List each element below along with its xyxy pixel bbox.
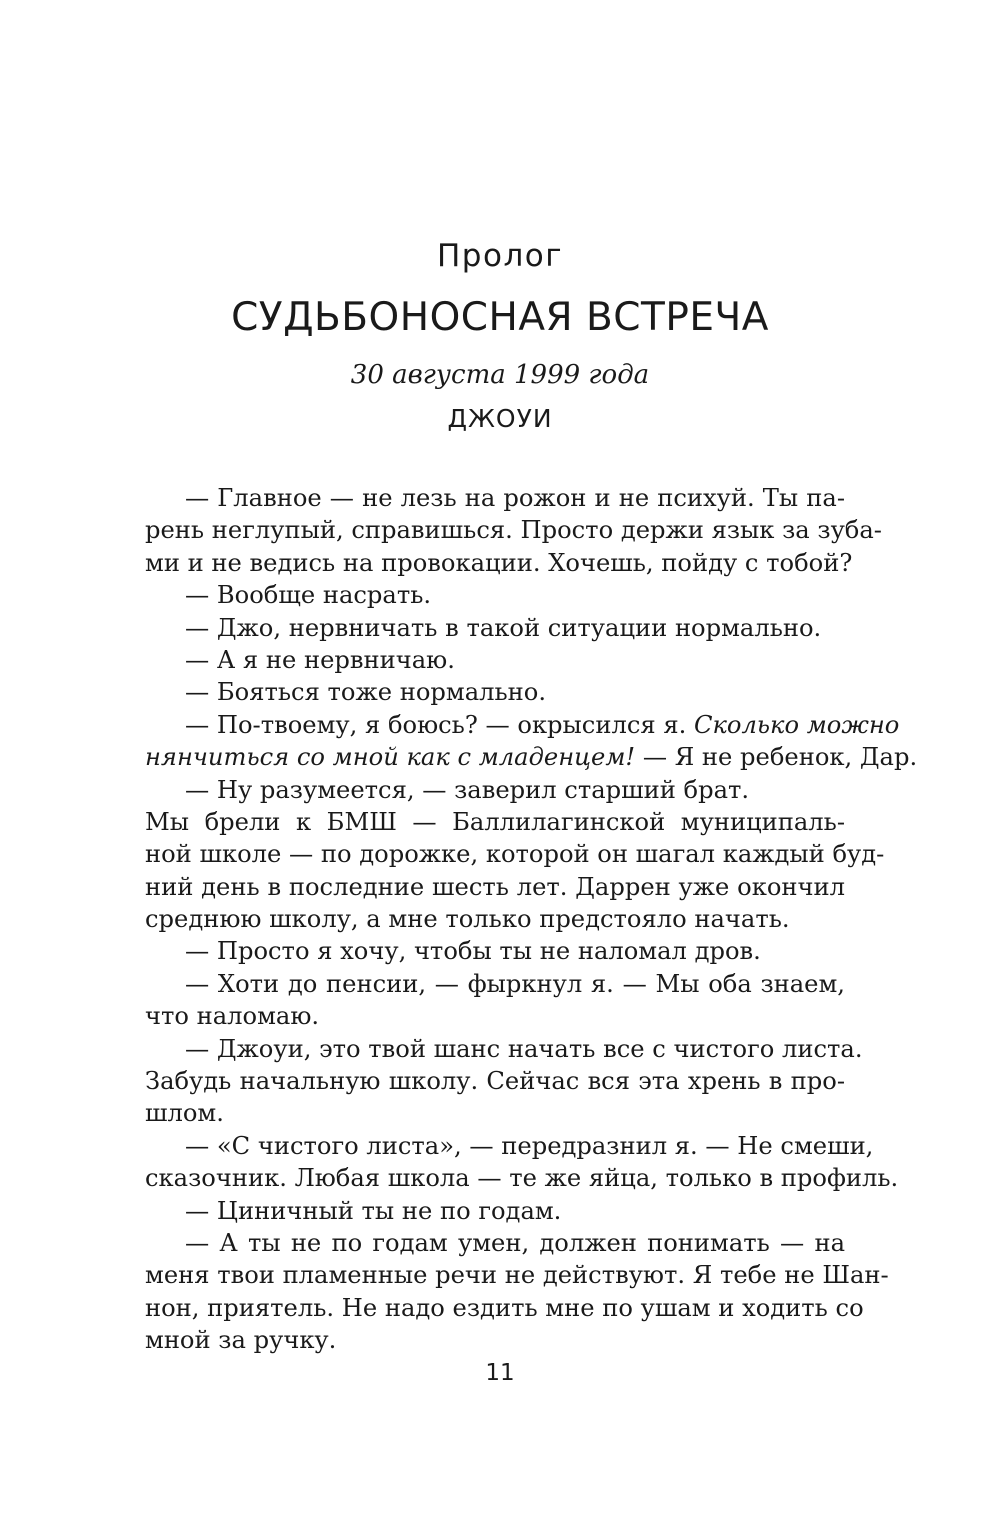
- text-line: ной школе — по дорожке, которой он шагал каждый буд-: [145, 840, 885, 869]
- text-line: мной за ручку.: [145, 1326, 337, 1355]
- chapter-body: [145, 482, 918, 1357]
- text-line: — Джо, нервничать в такой ситуации нормально.: [185, 613, 822, 642]
- text-line: — Циничный ты не по годам.: [185, 1196, 562, 1225]
- chapter-date: 30 августа 1999 года: [350, 360, 650, 390]
- text-line: сказочник. Любая школа — те же яйца, только в профиль.: [145, 1164, 899, 1193]
- text-line: — Просто я хочу, чтобы ты не наломал дров.: [185, 937, 761, 966]
- text-line: — А ты не по годам умен, должен понимать — на: [185, 1228, 845, 1257]
- text-line: что наломаю.: [145, 1002, 320, 1031]
- text-line: — А я не нервничаю.: [185, 645, 455, 674]
- text-line: меня твои пламенные речи не действуют. Я тебе не Шан-: [145, 1261, 889, 1290]
- text-line: нон, приятель. Не надо ездить мне по ушам и ходить со: [145, 1293, 864, 1322]
- text-line: Забудь начальную школу. Сейчас вся эта хрень в про-: [145, 1067, 845, 1096]
- text-line: [145, 741, 918, 773]
- text-line: — Бояться тоже нормально.: [185, 678, 547, 707]
- text-line: [145, 709, 900, 741]
- italic-thought: Сколько можно: [693, 710, 900, 739]
- text-line: — Джоуи, это твой шанс начать все с чистого листа.: [185, 1034, 863, 1063]
- text-line: — Ну разумеется, — заверил старший брат.: [185, 775, 750, 804]
- text-line: — Хоти до пенсии, — фыркнул я. — Мы оба знаем,: [185, 969, 845, 998]
- italic-thought: нянчиться со мной как с младенцем!: [145, 743, 636, 772]
- text-line: среднюю школу, а мне только предстояло начать.: [145, 905, 790, 934]
- text-line: Мы брели к БМШ — Баллилагинской муниципаль-: [145, 807, 845, 836]
- text-line: рень неглупый, справишься. Просто держи язык за зуба-: [145, 516, 882, 545]
- text-fragment: — Я не ребенок, Дар.: [635, 743, 918, 772]
- text-line: — Главное — не лезь на рожон и не психуй. Ты па-: [185, 484, 845, 512]
- text-line: шлом.: [145, 1099, 224, 1128]
- text-fragment: — По-твоему, я боюсь? — окрысился я.: [185, 710, 694, 739]
- text-line: — «С чистого листа», — передразнил я. — Не смеши,: [185, 1131, 874, 1160]
- prologue-label: Пролог: [436, 238, 564, 274]
- text-line: ми и не ведись на провокации. Хочешь, пойду с тобой?: [145, 548, 853, 577]
- text-line: — Вообще насрать.: [185, 581, 432, 610]
- chapter-title: СУДЬБОНОСНАЯ ВСТРЕЧА: [231, 295, 769, 340]
- page-number: 11: [485, 1360, 515, 1386]
- text-line: ний день в последние шесть лет. Даррен уже окончил: [145, 872, 845, 901]
- narrator-name: ДЖОУИ: [447, 404, 553, 433]
